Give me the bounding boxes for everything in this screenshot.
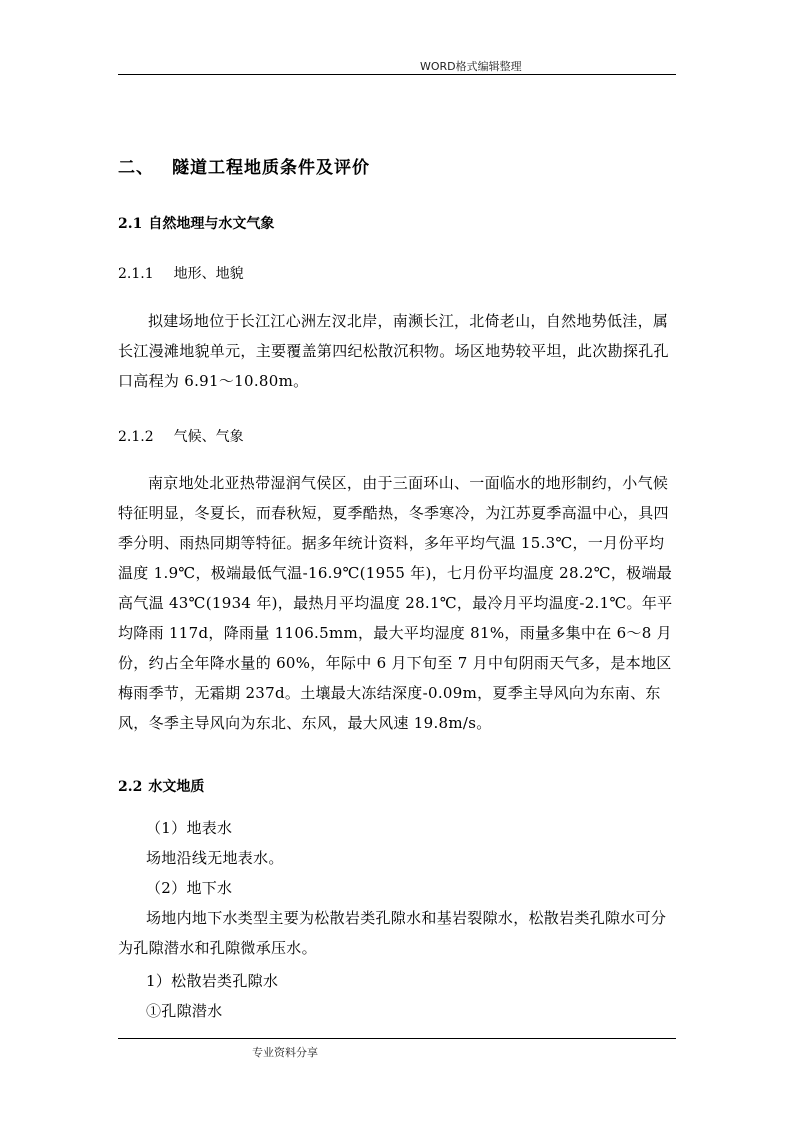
subsubsection-number: 2.1.2 xyxy=(118,429,154,445)
item-surface-water-text: 场地沿线无地表水。 xyxy=(146,849,284,867)
sub-item-loose-rock-water: 1）松散岩类孔隙水 xyxy=(146,972,279,990)
item-groundwater-label: （2）地下水 xyxy=(146,879,233,897)
subsubsection-title: 气候、气象 xyxy=(173,429,244,445)
sub-item-phreatic-water: ①孔隙潜水 xyxy=(146,1002,223,1020)
subsection-number: 2.2 xyxy=(118,779,143,795)
section-title: 隧道工程地质条件及评价 xyxy=(172,158,370,178)
subsubsection-heading-2-1-1 xyxy=(118,263,244,283)
footer-text: 专业资料分享 xyxy=(252,1046,318,1059)
subsubsection-title: 地形、地貌 xyxy=(173,266,244,282)
subsection-title: 水文地质 xyxy=(148,779,205,795)
header-text: WORD格式编辑整理 xyxy=(420,60,522,73)
subsubsection-number: 2.1.1 xyxy=(118,266,154,282)
section-heading xyxy=(118,153,370,178)
paragraph-groundwater: 场地内地下水类型主要为松散岩类孔隙水和基岩裂隙水，松散岩类孔隙水可分为孔隙潜水和孔隙微承压水。 xyxy=(118,909,667,957)
subsection-number: 2.1 xyxy=(118,216,143,232)
section-number: 二、 xyxy=(118,158,154,178)
footer-rule xyxy=(118,1038,676,1039)
paragraph-terrain: 拟建场地位于长江江心洲左汊北岸，南濒长江，北倚老山，自然地势低洼，属长江漫滩地貌单元，主要覆盖第四纪松散沉积物。场区地势较平坦，此次勘探孔孔口高程为 6.91～10.80m。 xyxy=(118,312,669,390)
subsubsection-heading-2-1-2 xyxy=(118,426,244,446)
subsection-heading-2-1 xyxy=(118,213,274,233)
item-surface-water-label: （1）地表水 xyxy=(146,819,233,837)
subsection-heading-2-2 xyxy=(118,776,204,796)
subsection-title: 自然地理与水文气象 xyxy=(148,216,275,232)
header-rule xyxy=(118,74,676,75)
paragraph-climate: 南京地处北亚热带湿润气侯区，由于三面环山、一面临水的地形制约，小气候特征明显，冬夏长，而春秋短，夏季酷热，冬季寒冷，为江苏夏季高温中心，具四季分明、雨热同期等特征。据多年统计资料，多年平均气温 15.3℃，一月份平均温度 1.9℃，极端最低气温-16.9℃(1955 年)，七月份平均温度 28.2℃，极端最高气温 43℃(1934 年)，最热月平均温度 28.1℃，最冷月平均温度-2.1℃。年平均降雨 117d，降雨量 1106.5mm，最大平均湿度 81%，雨量多集中在 6～8 月份，约占全年降水量的 60%，年际中 6 月下旬至 7 月中旬阴雨天气多，是本地区梅雨季节，无霜期 237d。土壤最大冻结深度-0.09m，夏季主导风向为东南、东风，冬季主导风向为东北、东风，最大风速 19.8m/s。 xyxy=(118,474,673,732)
